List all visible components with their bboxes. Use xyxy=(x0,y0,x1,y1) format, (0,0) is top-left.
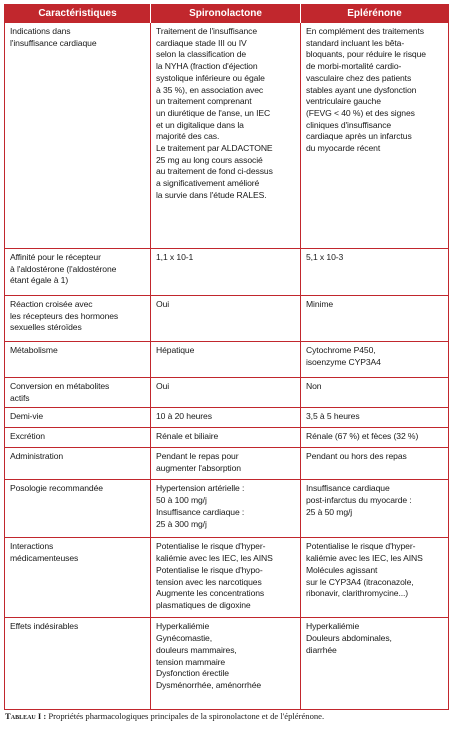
table-row xyxy=(5,296,449,342)
spironolactone-cell: 1,1 x 10-1 xyxy=(151,249,301,296)
characteristic-cell: Effets indésirables xyxy=(5,618,151,710)
eplerenone-cell: Rénale (67 %) et fèces (32 %) xyxy=(301,428,449,448)
spironolactone-cell: Traitement de l'insuffisance cardiaque stade III ou IV selon la classification de la NYHA (fraction d'éjection systolique inférieure ou égale à 35 %), en association avec un traitement comprenant un diurétique de l'anse, un IEC et un digitalique dans la majorité des cas. Le traitement par ALDACTONE 25 mg au long cours associé au traitement de fond ci-dessus a significativement amélioré la survie dans l'étude RALES. xyxy=(151,23,301,249)
table-row xyxy=(5,428,449,448)
characteristic-cell: Métabolisme xyxy=(5,342,151,378)
spironolactone-cell: 10 à 20 heures xyxy=(151,408,301,428)
header-characteristics: Caractéristiques xyxy=(5,5,151,23)
table-row xyxy=(5,342,449,378)
spironolactone-cell: Hépatique xyxy=(151,342,301,378)
table-row xyxy=(5,618,449,710)
characteristic-cell: Interactions médicamenteuses xyxy=(5,538,151,618)
eplerenone-cell: Hyperkaliémie Douleurs abdominales, diarrhée xyxy=(301,618,449,710)
eplerenone-cell: Insuffisance cardiaque post-infarctus du myocarde : 25 à 50 mg/j xyxy=(301,480,449,538)
table-row xyxy=(5,249,449,296)
header-spironolactone: Spironolactone xyxy=(151,5,301,23)
characteristic-cell: Affinité pour le récepteur à l'aldostérone (l'aldostérone étant égale à 1) xyxy=(5,249,151,296)
eplerenone-cell: Non xyxy=(301,378,449,408)
eplerenone-cell: Minime xyxy=(301,296,449,342)
spironolactone-cell: Pendant le repas pour augmenter l'absorption xyxy=(151,448,301,480)
spironolactone-cell: Oui xyxy=(151,296,301,342)
eplerenone-cell: Pendant ou hors des repas xyxy=(301,448,449,480)
caption-text: Propriétés pharmacologiques principales de la spironolactone et de l'éplérénone. xyxy=(46,711,325,721)
spironolactone-cell: Rénale et biliaire xyxy=(151,428,301,448)
eplerenone-cell: 3,5 à 5 heures xyxy=(301,408,449,428)
table-row xyxy=(5,408,449,428)
table-row xyxy=(5,538,449,618)
eplerenone-cell: 5,1 x 10-3 xyxy=(301,249,449,296)
characteristic-cell: Excrétion xyxy=(5,428,151,448)
pharmacology-table xyxy=(4,4,449,710)
spironolactone-cell: Potentialise le risque d'hyper- kaliémie avec les IEC, les AINS Potentialise le risque d'hypo- tension avec les narcotiques Augmente les concentrations plasmatiques de digoxine xyxy=(151,538,301,618)
spironolactone-cell: Hyperkaliémie Gynécomastie, douleurs mammaires, tension mammaire Dysfonction érectile Dysménorrhée, aménorrhée xyxy=(151,618,301,710)
characteristic-cell: Réaction croisée avec les récepteurs des hormones sexuelles stéroïdes xyxy=(5,296,151,342)
characteristic-cell: Administration xyxy=(5,448,151,480)
characteristic-cell: Posologie recommandée xyxy=(5,480,151,538)
caption-label: Tableau I : xyxy=(5,711,47,721)
characteristic-cell: Conversion en métabolites actifs xyxy=(5,378,151,408)
spironolactone-cell: Oui xyxy=(151,378,301,408)
table-header-row xyxy=(5,5,449,23)
table-caption xyxy=(5,711,449,721)
eplerenone-cell: Cytochrome P450, isoenzyme CYP3A4 xyxy=(301,342,449,378)
spironolactone-cell: Hypertension artérielle : 50 à 100 mg/j Insuffisance cardiaque : 25 à 300 mg/j xyxy=(151,480,301,538)
table-row xyxy=(5,448,449,480)
table-row xyxy=(5,480,449,538)
eplerenone-cell: Potentialise le risque d'hyper- kaliémie avec les IEC, les AINS Molécules agissant sur le CYP3A4 (itraconazole, ribonavir, clarithromycine...) xyxy=(301,538,449,618)
characteristic-cell: Indications dans l'insuffisance cardiaque xyxy=(5,23,151,249)
table-row xyxy=(5,23,449,249)
characteristic-cell: Demi-vie xyxy=(5,408,151,428)
table-row xyxy=(5,378,449,408)
eplerenone-cell: En complément des traitements standard incluant les bêta- bloquants, pour réduire le risque de morbi-mortalité cardio- vasculaire chez des patients stables ayant une dysfonction ventriculaire gauche (FEVG < 40 %) et des signes cliniques d'insuffisance cardiaque après un infarctus du myocarde récent xyxy=(301,23,449,249)
header-eplerenone: Eplérénone xyxy=(301,5,449,23)
